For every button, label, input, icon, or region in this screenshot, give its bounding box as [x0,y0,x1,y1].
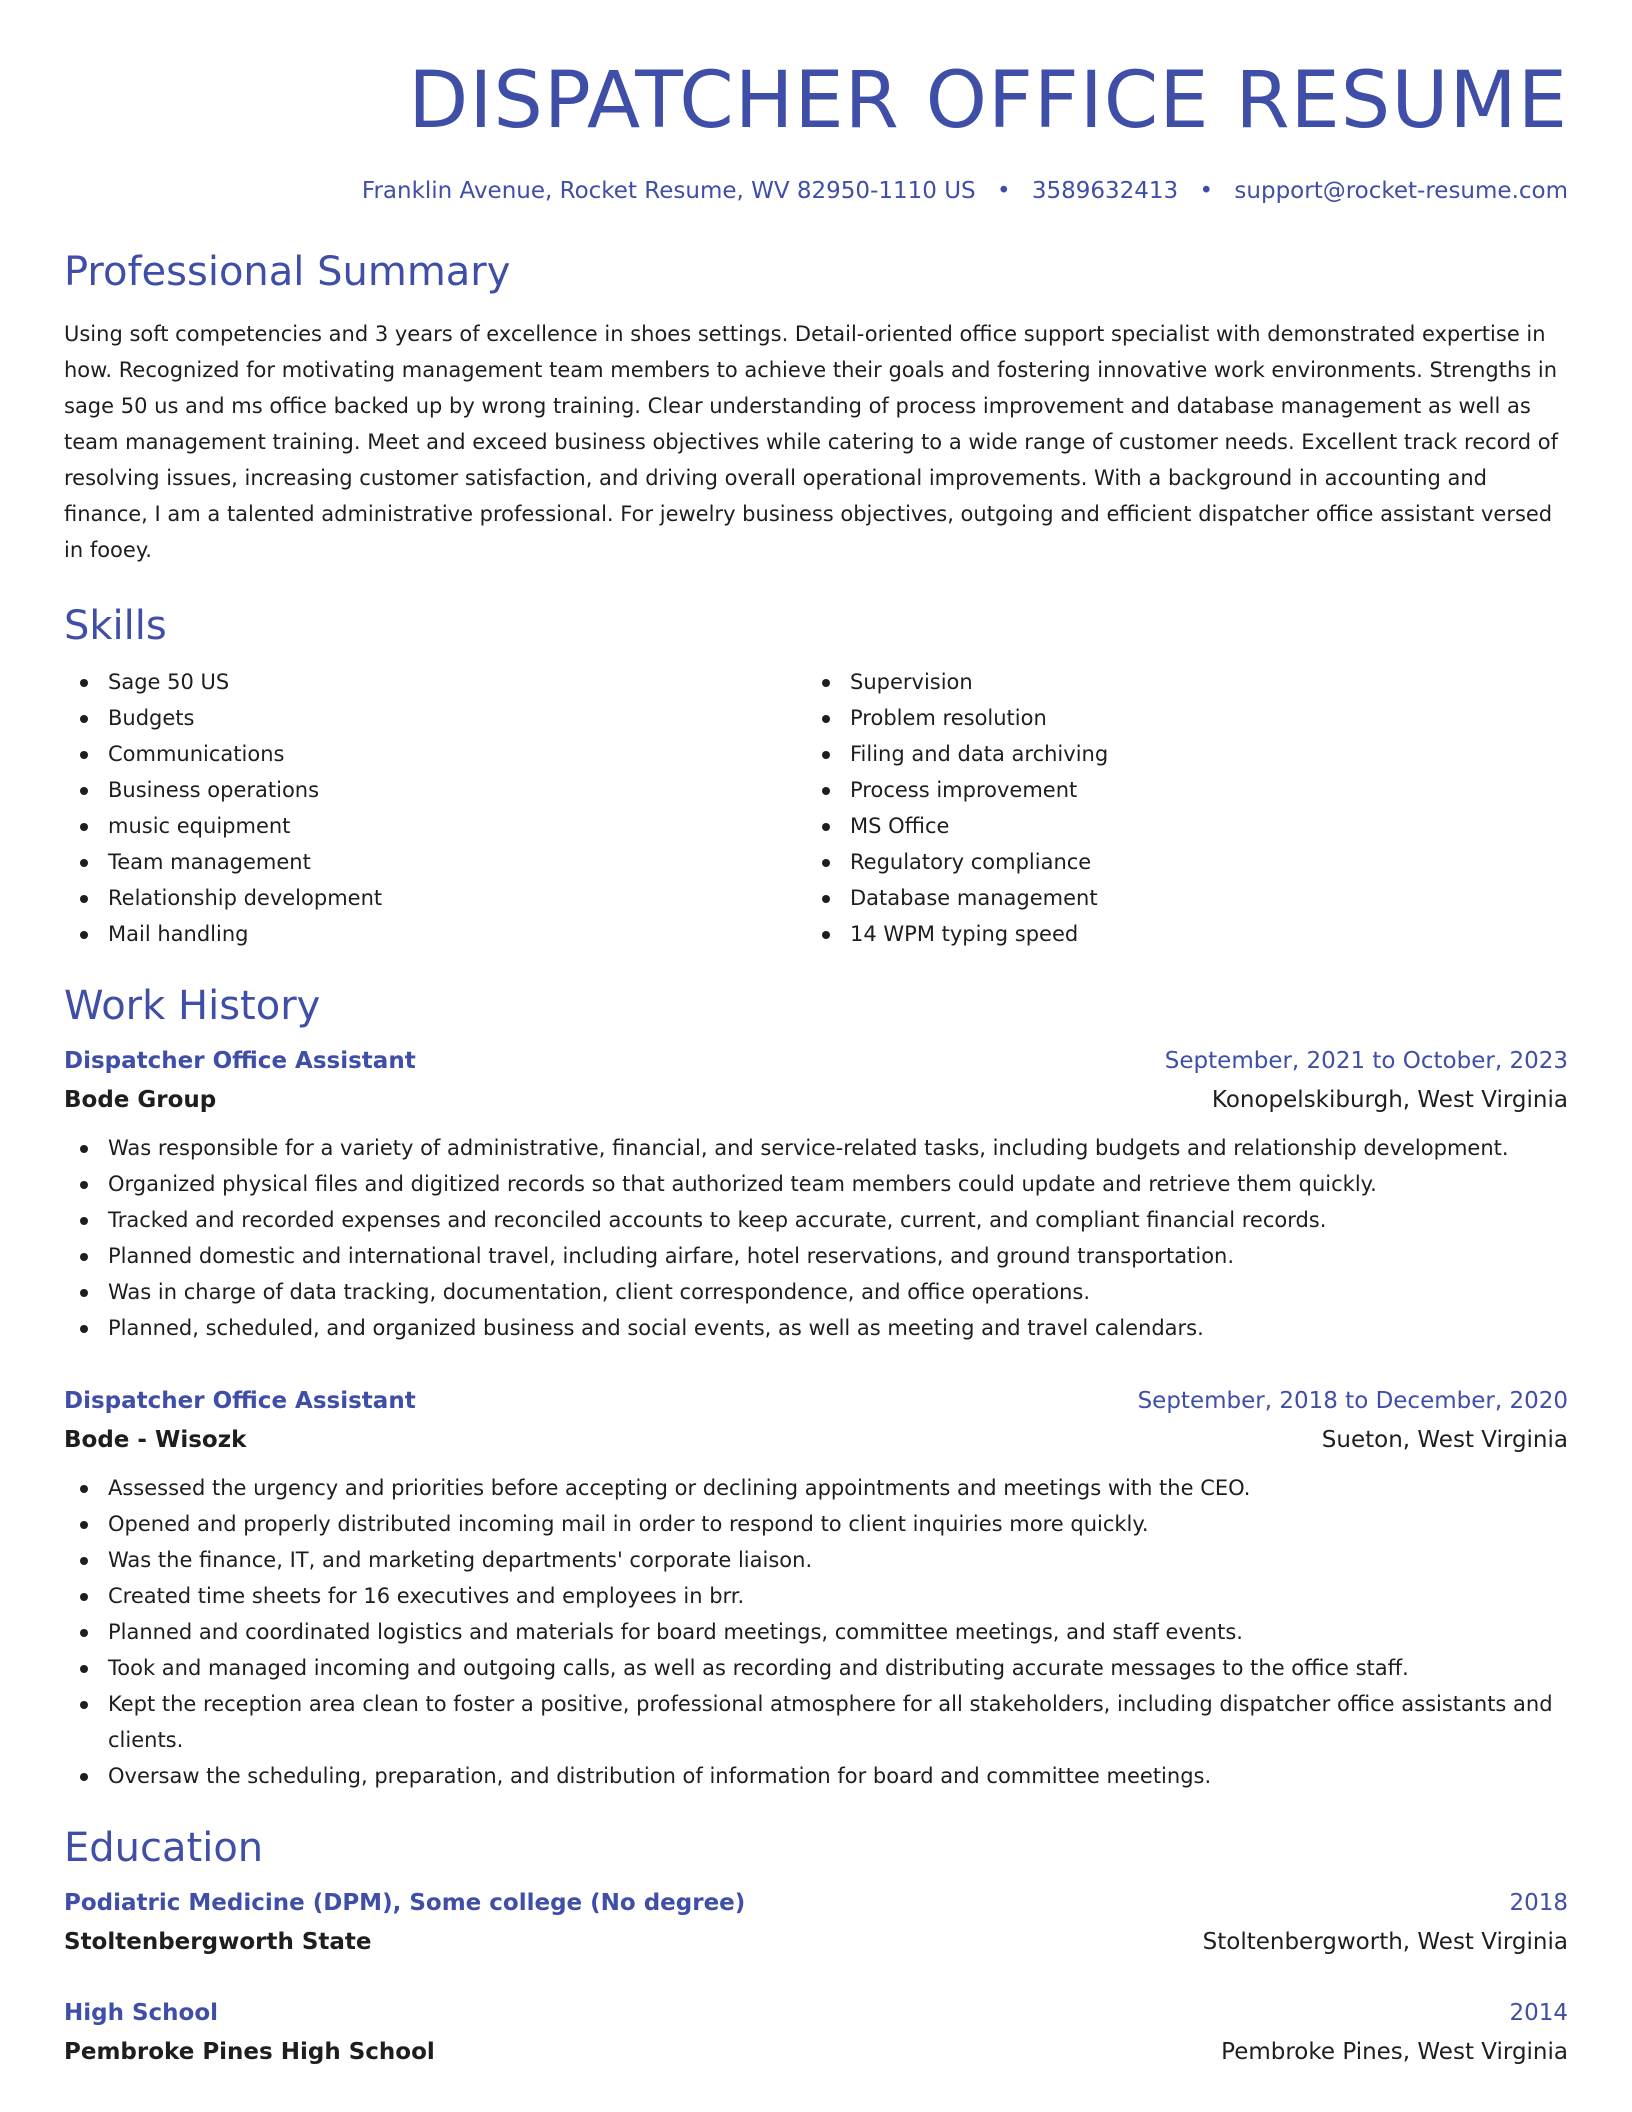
job-company-row [64,1420,1568,1460]
job-duty: Kept the reception area clean to foster a positive, professional atmosphere for all stakeholders, including dispatcher office assistants and clients. [64,1686,1568,1758]
job-duty: Oversaw the scheduling, preparation, and distribution of information for board and committee meetings. [64,1758,1568,1794]
education-year: 2014 [1509,2000,1568,2026]
section-heading-skills: Skills [64,603,167,649]
job-entry [64,1382,1568,1794]
education-degree: Podiatric Medicine (DPM), Some college (No degree) [64,1890,746,1916]
education-school-row [64,2032,1568,2072]
job-entry [64,1042,1568,1346]
job-duties-list [64,1470,1568,1794]
skill-item: Sage 50 US [64,664,806,700]
education-degree: High School [64,2000,219,2026]
section-heading-work: Work History [64,983,321,1029]
skills-grid [64,664,1568,952]
skill-item: Regulatory compliance [806,844,1548,880]
section-heading-education: Education [64,1825,264,1871]
job-company: Bode - Wisozk [64,1427,247,1453]
job-location: Konopelskiburgh, West Virginia [1211,1087,1568,1113]
job-header-row [64,1042,1568,1080]
job-duty: Planned, scheduled, and organized business and social events, as well as meeting and travel calendars. [64,1310,1568,1346]
skill-item: Problem resolution [806,700,1548,736]
job-duty: Planned domestic and international travel, including airfare, hotel reservations, and ground transportation. [64,1238,1568,1274]
skills-list-right [806,664,1548,952]
work-history-section [64,982,1568,1794]
education-location: Stoltenbergworth, West Virginia [1202,1929,1568,1955]
job-role: Dispatcher Office Assistant [64,1048,416,1074]
skill-item: Team management [64,844,806,880]
education-school-row [64,1922,1568,1962]
skill-item: Relationship development [64,880,806,916]
job-duty: Opened and properly distributed incoming mail in order to respond to client inquiries more quickly. [64,1506,1568,1542]
education-section [64,1824,1568,2072]
contact-separator: • [996,178,1011,204]
skill-item: Mail handling [64,916,806,952]
education-header-row [64,1994,1568,2032]
skill-item: Business operations [64,772,806,808]
contact-separator: • [1199,178,1214,204]
contact-line [64,178,1568,204]
skill-item: music equipment [64,808,806,844]
job-company-row [64,1080,1568,1120]
job-duty: Assessed the urgency and priorities before accepting or declining appointments and meetings with the CEO. [64,1470,1568,1506]
skill-item: Filing and data archiving [806,736,1548,772]
contact-phone: 3589632413 [1031,178,1179,204]
skill-item: Database management [806,880,1548,916]
skill-item: Budgets [64,700,806,736]
job-duty: Planned and coordinated logistics and materials for board meetings, committee meetings, and staff events. [64,1614,1568,1650]
education-year: 2018 [1509,1890,1568,1916]
skills-list-left [64,664,806,952]
job-duty: Was in charge of data tracking, documentation, client correspondence, and office operations. [64,1274,1568,1310]
job-company: Bode Group [64,1087,217,1113]
education-location: Pembroke Pines, West Virginia [1221,2039,1568,2065]
skill-item: MS Office [806,808,1548,844]
contact-address: Franklin Avenue, Rocket Resume, WV 82950-1110 US [361,178,976,204]
skill-item: Communications [64,736,806,772]
job-location: Sueton, West Virginia [1321,1427,1568,1453]
professional-summary-section [64,248,1568,568]
education-school: Stoltenbergworth State [64,1929,372,1955]
job-role: Dispatcher Office Assistant [64,1388,416,1414]
skill-item: 14 WPM typing speed [806,916,1548,952]
job-dates: September, 2021 to October, 2023 [1164,1048,1568,1074]
education-header-row [64,1884,1568,1922]
job-duty: Took and managed incoming and outgoing calls, as well as recording and distributing accurate messages to the office staff. [64,1650,1568,1686]
resume-title: DISPATCHER OFFICE RESUME [408,56,1568,146]
job-duty: Was responsible for a variety of administrative, financial, and service-related tasks, including budgets and relationship development. [64,1130,1568,1166]
job-duty: Organized physical files and digitized records so that authorized team members could update and retrieve them quickly. [64,1166,1568,1202]
skill-item: Supervision [806,664,1548,700]
job-duty: Tracked and recorded expenses and reconciled accounts to keep accurate, current, and compliant financial records. [64,1202,1568,1238]
job-duties-list [64,1130,1568,1346]
education-school: Pembroke Pines High School [64,2039,435,2065]
education-entry [64,1884,1568,1962]
job-duty: Created time sheets for 16 executives and employees in brr. [64,1578,1568,1614]
education-entry [64,1994,1568,2072]
job-duty: Was the finance, IT, and marketing departments' corporate liaison. [64,1542,1568,1578]
skill-item: Process improvement [806,772,1548,808]
section-heading-summary: Professional Summary [64,249,511,295]
contact-email[interactable]: support@rocket-resume.com [1234,178,1568,204]
job-dates: September, 2018 to December, 2020 [1137,1388,1568,1414]
summary-text: Using soft competencies and 3 years of excellence in shoes settings. Detail-oriented office support specialist with demonstrated expertise in how. Recognized for motivating management team members to achieve their goals and fostering innovative work environments. Strengths in sage 50 us and ms office backed up by wrong training. Clear understanding of process improvement and database management as well as team management training. Meet and exceed business objectives while catering to a wide range of customer needs. Excellent track record of resolving issues, increasing customer satisfaction, and driving overall operational improvements. With a background in accounting and finance, I am a talented administrative professional. For jewelry business objectives, outgoing and efficient dispatcher office assistant versed in fooey. [64,322,1559,562]
skills-section [64,602,1568,952]
job-header-row [64,1382,1568,1420]
